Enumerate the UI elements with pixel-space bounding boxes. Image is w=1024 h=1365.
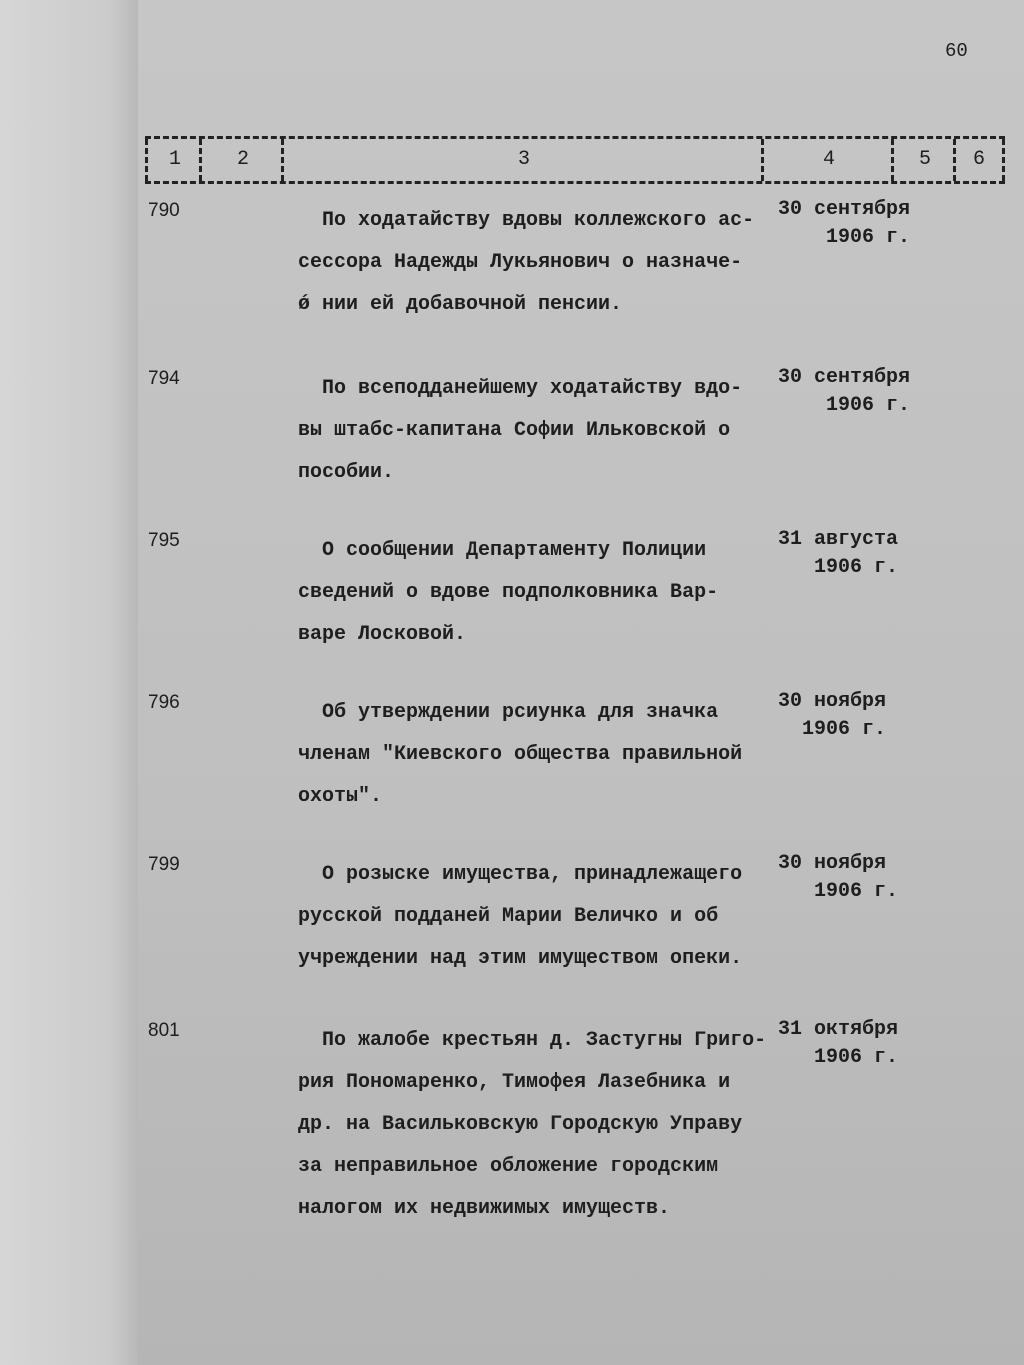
- column-header-6: 6: [953, 139, 1005, 181]
- description-line: др. на Васильковскую Городскую Управу: [298, 1113, 743, 1136]
- column-header-2: 2: [199, 139, 284, 181]
- date-line: 30 сентября: [778, 366, 911, 389]
- entry-date: [778, 526, 948, 582]
- description-line: налогом их недвижимых имуществ.: [298, 1197, 671, 1220]
- entry-description: [298, 1020, 778, 1230]
- description-line: По всеподданейшему ходатайству вдо-: [298, 377, 743, 400]
- description-line: охоты".: [298, 785, 383, 808]
- date-line: 30 ноября: [778, 852, 887, 875]
- entry-description: [298, 368, 778, 494]
- date-line: 1906 г.: [778, 394, 911, 417]
- entry-number: 799: [148, 854, 180, 875]
- description-line: О розыске имущества, принадлежащего: [298, 863, 743, 886]
- entry-number: 790: [148, 200, 180, 221]
- description-line: русской подданей Марии Величко и об: [298, 905, 719, 928]
- description-line: учреждении над этим имуществом опеки.: [298, 947, 743, 970]
- description-line: варе Лосковой.: [298, 623, 467, 646]
- date-line: 1906 г.: [778, 718, 887, 741]
- column-header-3: 3: [281, 139, 764, 181]
- entry-number: 801: [148, 1020, 180, 1041]
- entry-number: 795: [148, 530, 180, 551]
- left-page-margin: [0, 0, 138, 1365]
- entry-date: [778, 364, 948, 420]
- description-line: О сообщении Департаменту Полиции: [298, 539, 707, 562]
- column-header-4: 4: [761, 139, 894, 181]
- date-line: 31 августа: [778, 528, 899, 551]
- date-line: 1906 г.: [778, 226, 911, 249]
- description-line: вы штабс-капитана Софии Ильковской о: [298, 419, 731, 442]
- description-line: Об утверждении рсиунка для значка: [298, 701, 719, 724]
- entry-description: [298, 530, 778, 656]
- page-number: 60: [945, 40, 968, 62]
- date-line: 1906 г.: [778, 880, 899, 903]
- description-line: членам "Киевского общества правильной: [298, 743, 743, 766]
- entry-description: [298, 200, 778, 326]
- entry-number: 796: [148, 692, 180, 713]
- description-line: По ходатайству вдовы коллежского ас-: [298, 209, 755, 232]
- description-line: ǿ нии ей добавочной пенсии.: [298, 293, 623, 316]
- date-line: 30 ноября: [778, 690, 887, 713]
- description-line: По жалобе крестьян д. Застугны Григо-: [298, 1029, 767, 1052]
- date-line: 1906 г.: [778, 1046, 899, 1069]
- entry-description: [298, 854, 778, 980]
- date-line: 30 сентября: [778, 198, 911, 221]
- entry-date: [778, 1016, 948, 1072]
- entry-date: [778, 688, 948, 744]
- date-line: 1906 г.: [778, 556, 899, 579]
- description-line: за неправильное обложение городским: [298, 1155, 719, 1178]
- entry-description: [298, 692, 778, 818]
- column-header-5: 5: [891, 139, 956, 181]
- description-line: сведений о вдове подполковника Вар-: [298, 581, 719, 604]
- description-line: пособии.: [298, 461, 395, 484]
- date-line: 31 октября: [778, 1018, 899, 1041]
- entry-date: [778, 196, 948, 252]
- column-header-1: 1: [145, 139, 202, 181]
- column-header-table: [145, 136, 1005, 184]
- entry-number: 794: [148, 368, 180, 389]
- description-line: рия Пономаренко, Тимофея Лазебника и: [298, 1071, 731, 1094]
- entry-date: [778, 850, 948, 906]
- description-line: сессора Надежды Лукьянович о назначе-: [298, 251, 743, 274]
